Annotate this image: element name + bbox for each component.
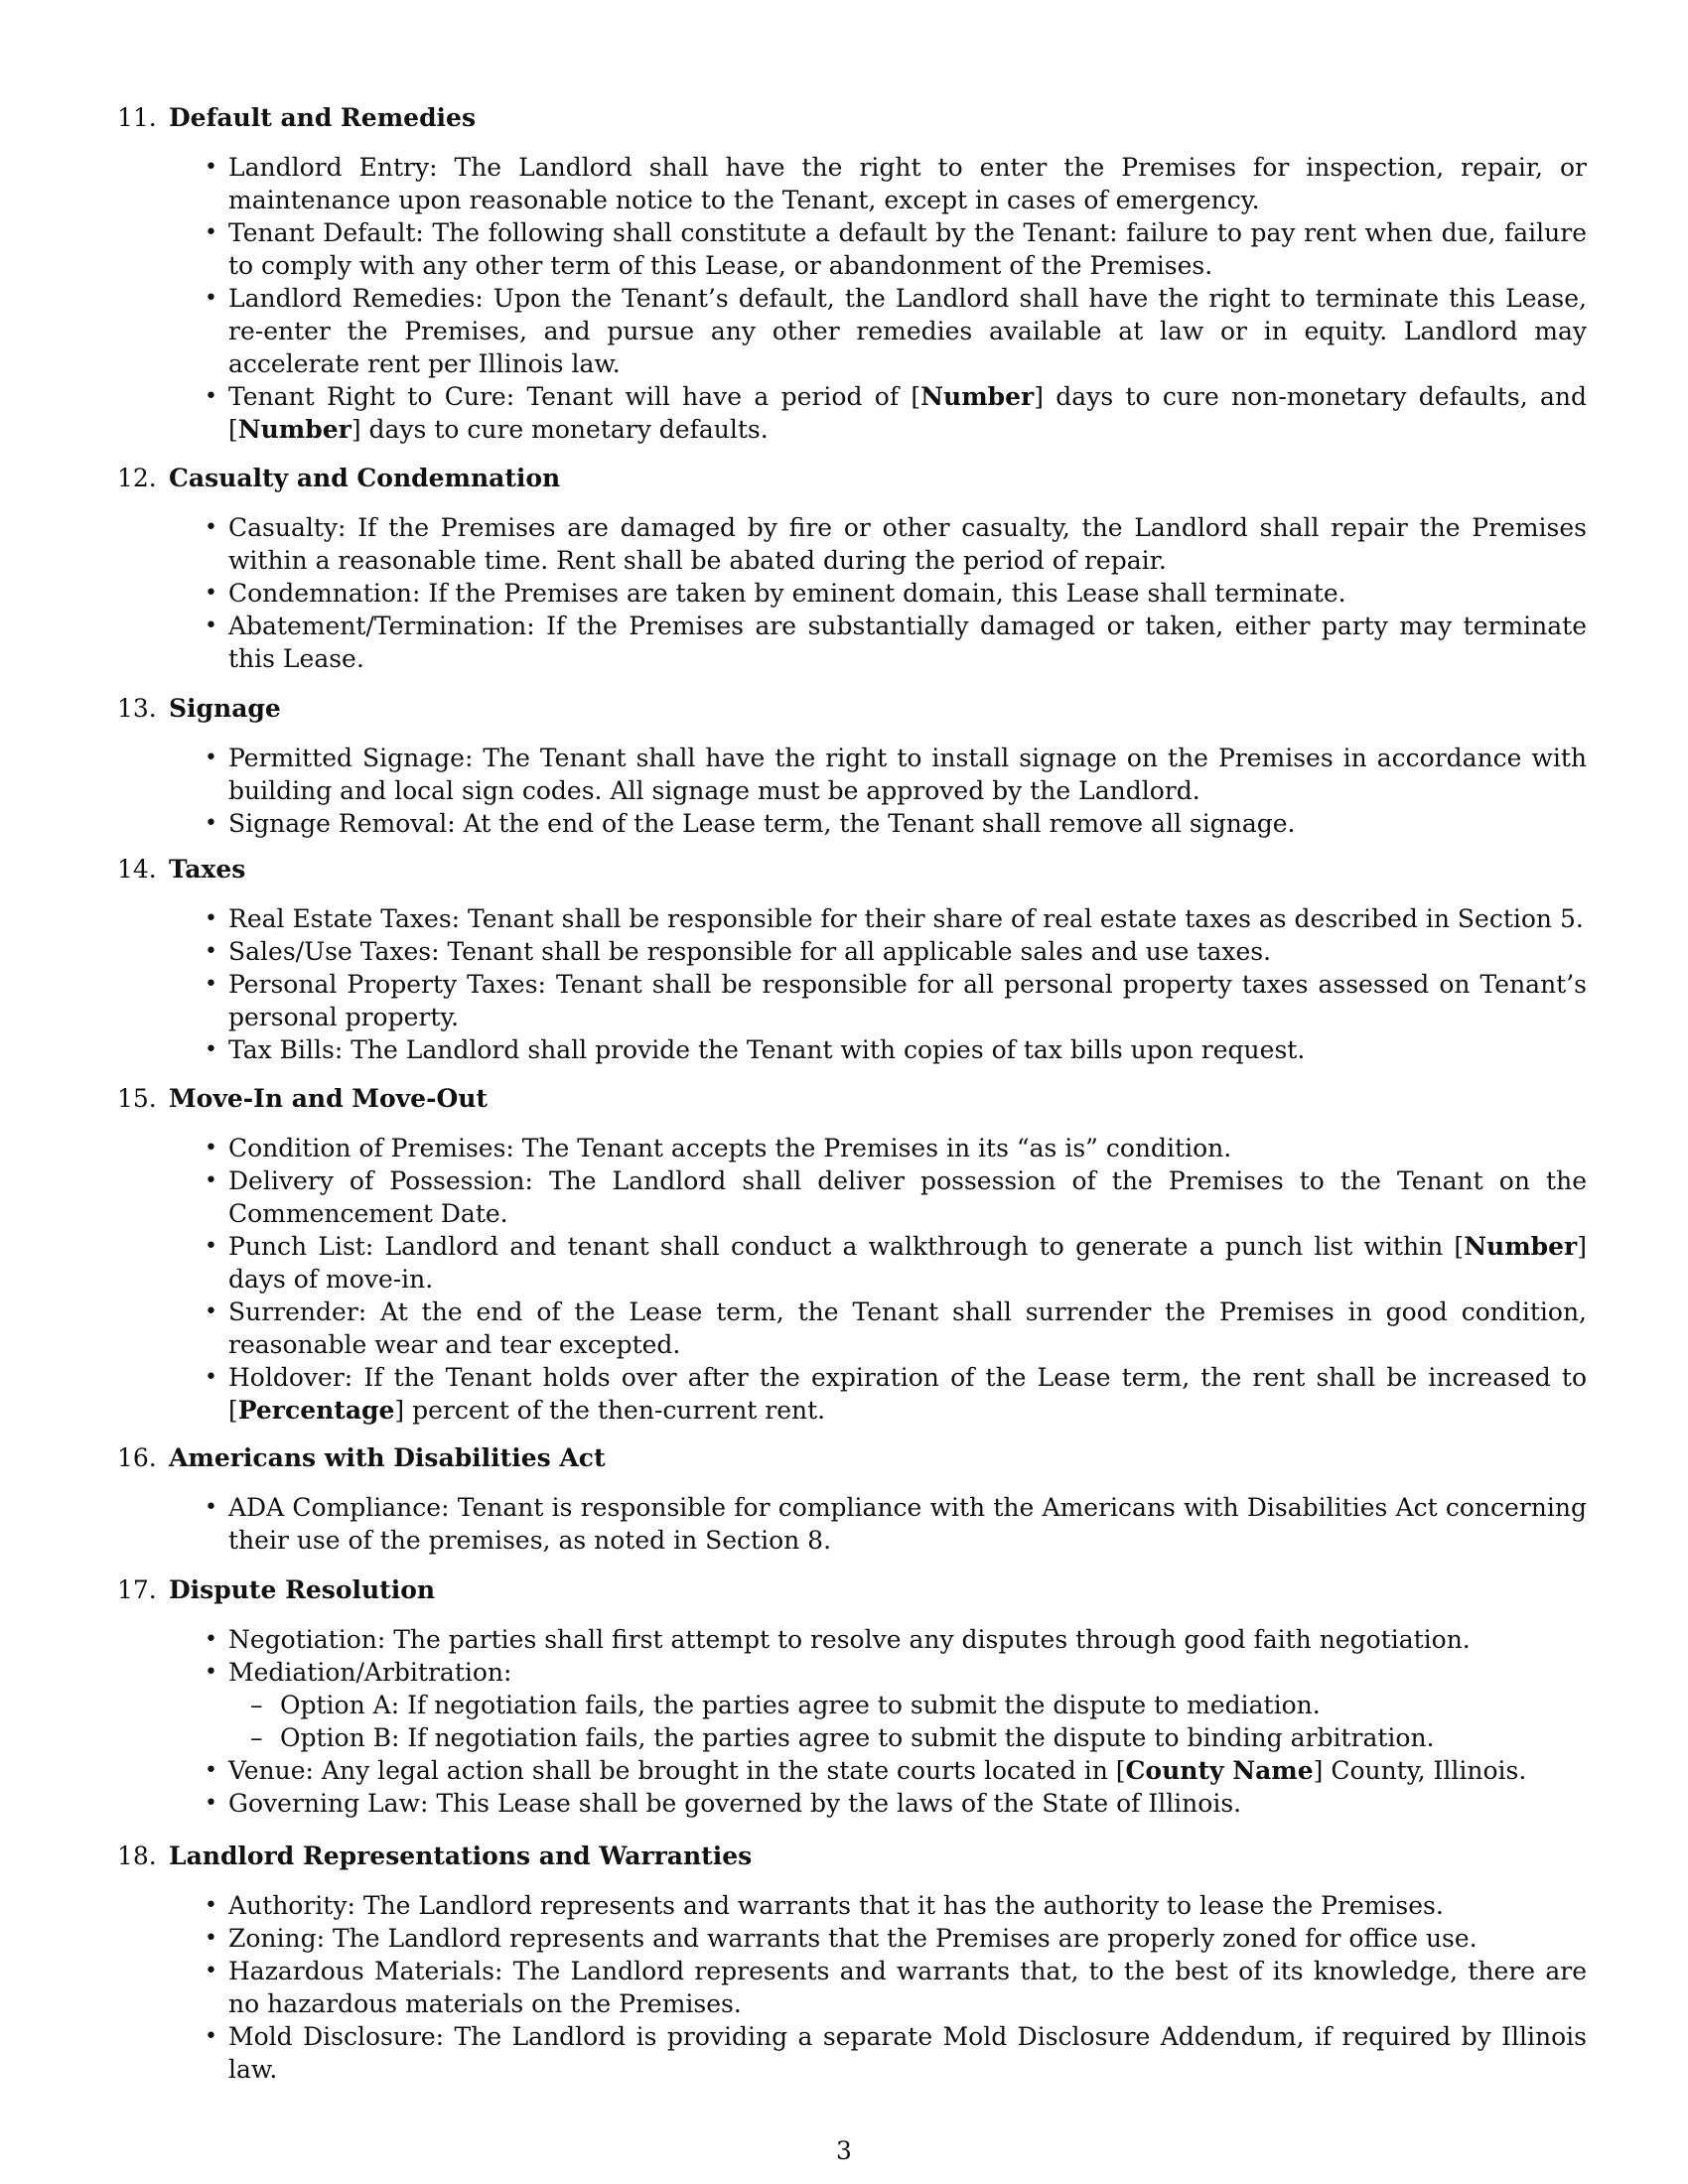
clause-text: Tenant Right to Cure: Tenant will have a period of [ [228,382,921,411]
bullet-icon: • [205,1365,217,1390]
placeholder-field: Number [920,382,1035,411]
clause-item [205,1491,1587,1557]
clause-item [205,216,1587,282]
clause-item [205,902,1587,935]
bullet-icon: • [205,746,217,770]
section-title: Dispute Resolution [169,1575,436,1604]
sub-option-item [250,1689,1587,1721]
clause-item [205,1955,1587,2020]
clause-text: Mold Disclosure: The Landlord is providing a separate Mold Disclosure Addendum, if required by Illinois law. [228,2022,1587,2084]
section-title: Taxes [169,855,246,884]
clause-text: Punch List: Landlord and tenant shall conduct a walkthrough to generate a punch list within [ [228,1232,1465,1261]
bullet-icon: • [205,1234,217,1259]
clause-text: Signage Removal: At the end of the Lease term, the Tenant shall remove all signage. [228,809,1296,838]
clause-text: Hazardous Materials: The Landlord represents and warrants that, to the best of its knowledge, there are no hazardous materials on the Premises. [228,1957,1587,2018]
section-number: 11. [117,103,157,132]
clause-item [205,742,1587,807]
clause-text: Abatement/Termination: If the Premises are substantially damaged or taken, either party may terminate this Lease. [228,612,1587,673]
bullet-icon: • [205,1037,217,1062]
clause-item [205,1296,1587,1361]
clause-text: ] days to cure non-monetary defaults, and [ [228,382,1587,444]
clause-item [205,1361,1587,1427]
clause-text: Casualty: If the Premises are damaged by fire or other casualty, the Landlord shall repair the Premises within a reasonable time. Rent shall be abated during the period of repair. [228,513,1587,575]
clause-item [205,610,1587,675]
bullet-icon: • [205,1299,217,1324]
clause-text: Condition of Premises: The Tenant accepts the Premises in its “as is” condition. [228,1134,1232,1162]
clause-text: Personal Property Taxes: Tenant shall be responsible for all personal property taxes assessed on Tenant’s personal property. [228,970,1587,1031]
clause-item [205,1164,1587,1230]
sub-option-item [250,1721,1587,1754]
clause-text: Authority: The Landlord represents and warrants that it has the authority to lease the Premises. [228,1891,1444,1920]
section-heading [117,1441,606,1475]
section-heading [117,1840,752,1873]
bullet-icon: • [205,1791,217,1816]
clause-item [205,1132,1587,1164]
bullet-icon: • [205,1926,217,1951]
clause-list [0,1132,1688,1427]
section-title: Signage [169,694,281,723]
section-heading [117,1082,488,1116]
clause-text: Tax Bills: The Landlord shall provide the Tenant with copies of tax bills upon request. [228,1035,1306,1064]
clause-text: Landlord Entry: The Landlord shall have the right to enter the Premises for inspection, repair, or maintenance upon reasonable notice to the Tenant, except in cases of emergency. [228,153,1587,214]
clause-text: Permitted Signage: The Tenant shall have the right to install signage on the Premises in accordance with building and local sign codes. All signage must be approved by the Landlord. [228,744,1587,805]
clause-text: Sales/Use Taxes: Tenant shall be responsible for all applicable sales and use taxes. [228,937,1272,966]
page-number: 3 [836,2136,852,2165]
section-title: Landlord Representations and Warranties [169,1842,753,1870]
clause-text: Tenant Default: The following shall constitute a default by the Tenant: failure to pay rent when due, failure to comply with any other term of this Lease, or abandonment of the Premises. [228,218,1587,280]
section-heading [117,853,245,887]
clause-item [205,1656,1587,1689]
placeholder-field: County Name [1125,1756,1314,1785]
clause-item [205,807,1587,840]
section-number: 18. [117,1842,157,1870]
clause-item [205,380,1587,446]
bullet-icon: • [205,1627,217,1652]
bullet-icon: • [205,1660,217,1685]
clause-text: ] percent of the then-current rent. [394,1396,826,1425]
clause-list [0,1889,1688,2086]
section-number: 17. [117,1575,157,1604]
section-number: 15. [117,1084,157,1113]
clause-text: Governing Law: This Lease shall be governed by the laws of the State of Illinois. [228,1789,1242,1818]
clause-text: ] days to cure monetary defaults. [351,415,769,444]
section-title: Americans with Disabilities Act [169,1443,606,1472]
sub-option-text: Option A: If negotiation fails, the parties agree to submit the dispute to mediation. [280,1691,1321,1719]
clause-list [0,1491,1688,1557]
section-number: 13. [117,694,157,723]
clause-list [0,1623,1688,1820]
clause-text: Real Estate Taxes: Tenant shall be responsible for their share of real estate taxes as described in Section 5. [228,904,1584,933]
section-heading [117,101,476,135]
section-number: 16. [117,1443,157,1472]
clause-list [0,742,1688,840]
sub-option-text: Option B: If negotiation fails, the parties agree to submit the dispute to binding arbitration. [280,1723,1435,1752]
section-heading [117,1573,435,1607]
clause-text: Mediation/Arbitration: [228,1658,512,1687]
bullet-icon: • [205,515,217,540]
placeholder-field: Number [237,415,352,444]
placeholder-field: Percentage [237,1396,395,1425]
clause-text: ADA Compliance: Tenant is responsible for compliance with the Americans with Disabilities Act concerning their use of the premises, as noted in Section 8. [228,1493,1587,1555]
bullet-icon: • [205,1495,217,1520]
bullet-icon: • [205,906,217,931]
bullet-icon: • [205,286,217,311]
bullet-icon: • [205,1758,217,1783]
bullet-icon: • [205,614,217,638]
clause-item [205,935,1587,968]
clause-text: Delivery of Possession: The Landlord shall deliver possession of the Premises to the Tenant on the Commencement Date. [228,1166,1587,1228]
bullet-icon: • [205,939,217,964]
clause-list [0,151,1688,446]
bullet-icon: • [205,1136,217,1160]
clause-item [205,511,1587,577]
clause-text: Negotiation: The parties shall first attempt to resolve any disputes through good faith negotiation. [228,1625,1471,1654]
clause-text: Condemnation: If the Premises are taken by eminent domain, this Lease shall terminate. [228,579,1346,608]
clause-item [205,577,1587,610]
clause-list [0,902,1688,1066]
clause-item [205,1922,1587,1955]
clause-text: Surrender: At the end of the Lease term, the Tenant shall surrender the Premises in good condition, reasonable wear and tear excepted. [228,1297,1587,1359]
clause-text: ] days of move-in. [228,1232,1587,1294]
clause-text: Venue: Any legal action shall be brought in the state courts located in [ [228,1756,1126,1785]
section-number: 14. [117,855,157,884]
clause-item [205,1623,1587,1656]
dash-icon: – [250,1723,263,1752]
section-heading [117,692,281,726]
section-number: 12. [117,464,157,492]
bullet-icon: • [205,220,217,245]
section-heading [117,462,560,495]
clause-item [205,1889,1587,1922]
clause-item [205,1787,1587,1820]
bullet-icon: • [205,2024,217,2049]
bullet-icon: • [205,1959,217,1983]
bullet-icon: • [205,1893,217,1918]
section-title: Move-In and Move-Out [169,1084,488,1113]
section-title: Default and Remedies [169,103,477,132]
bullet-icon: • [205,972,217,997]
bullet-icon: • [205,581,217,606]
clause-text: ] County, Illinois. [1313,1756,1527,1785]
bullet-icon: • [205,155,217,180]
clause-item [205,1033,1587,1066]
clause-text: Landlord Remedies: Upon the Tenant’s default, the Landlord shall have the right to terminate this Lease, re-enter the Premises, and pursue any other remedies available at law or in equity. Landlord may accelerate rent per Illinois law. [228,284,1587,378]
clause-text: Zoning: The Landlord represents and warrants that the Premises are properly zoned for office use. [228,1924,1477,1953]
bullet-icon: • [205,384,217,409]
bullet-icon: • [205,811,217,836]
dash-icon: – [250,1691,263,1719]
clause-item [205,968,1587,1033]
bullet-icon: • [205,1168,217,1193]
clause-item [205,1230,1587,1296]
clause-item [205,2020,1587,2086]
clause-item [205,151,1587,216]
clause-list [0,511,1688,675]
section-title: Casualty and Condemnation [169,464,561,492]
clause-item [205,282,1587,380]
placeholder-field: Number [1464,1232,1578,1261]
clause-item [205,1754,1587,1787]
clause-text: Holdover: If the Tenant holds over after the expiration of the Lease term, the rent shall be increased to [ [228,1363,1587,1425]
